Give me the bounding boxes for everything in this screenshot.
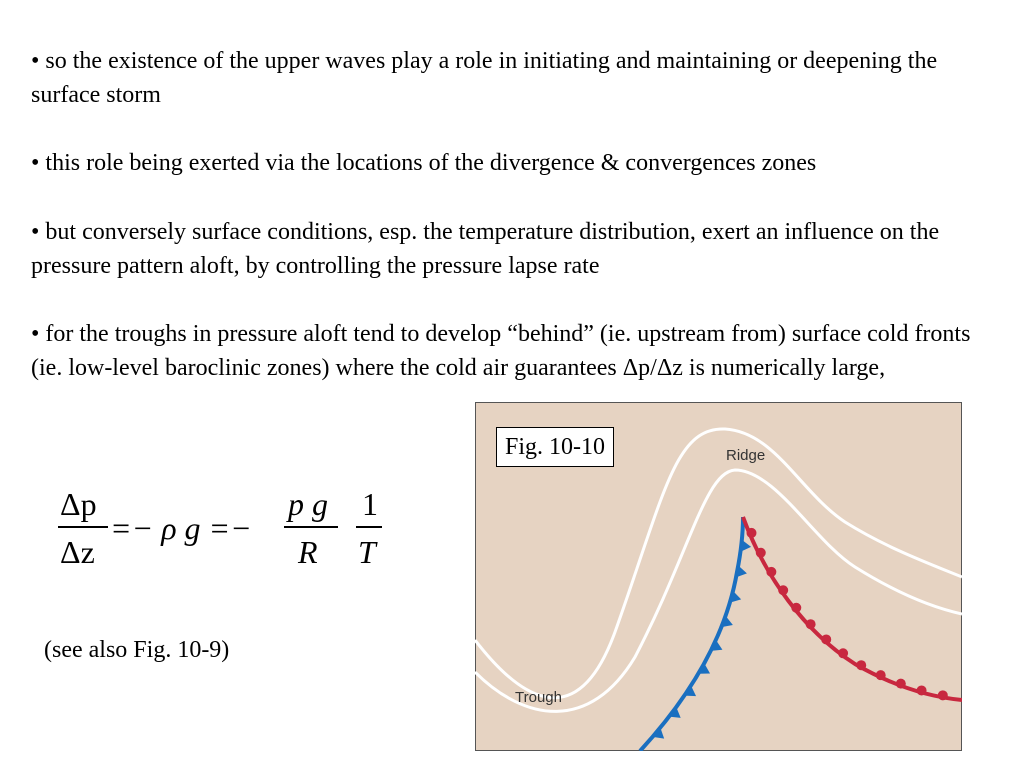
eq-frac1-denominator: R [298,534,318,570]
eq-frac2-denominator: T [358,534,376,570]
warm-front-semicircle [791,603,801,613]
warm-front-semicircle [746,528,756,538]
bullet-surface-conditions: • but conversely surface conditions, esp. the temperature distribution, exert an influence on the pressure pattern aloft, by controlling the pressure lapse rate [31,219,940,279]
pressure-lapse-equation [56,480,396,580]
warm-front-semicircle [766,567,776,577]
warm-front-semicircle [806,619,816,629]
eq-frac2-numerator: 1 [362,486,378,522]
warm-front-semicircle [778,585,788,595]
eq-frac1-numerator: p g [288,486,328,522]
eq-frac1-bar [284,526,338,528]
bullet-divergence-zones: • this role being exerted via the locations of the divergence & convergences zones [31,150,817,176]
warm-front-semicircle [756,548,766,558]
warm-front-semicircle [938,690,948,700]
warm-front-semicircle [896,679,906,689]
bullet-upper-waves: • so the existence of the upper waves play a role in initiating and maintaining or deepening the surface storm [31,48,938,108]
warm-front-semicircle [917,685,927,695]
eq-lhs-numerator: Δp [60,486,97,522]
warm-front-semicircle [838,648,848,658]
see-also-note: (see also Fig. 10-9) [44,637,230,663]
figure-ridge-trough-map [475,402,962,751]
ridge-label: Ridge [726,447,766,464]
bullet-troughs-aloft: • for the troughs in pressure aloft tend to develop “behind” (ie. upstream from) surface cold fronts (ie. low-level baroclinic zones) where the cold air guarantees Δp/Δz is numerically large, [31,321,971,381]
eq-lhs-denominator: Δz [60,534,95,570]
warm-front-semicircle [856,660,866,670]
trough-label: Trough [515,689,562,706]
eq-middle-terms: =− ρ g =− [110,510,252,546]
eq-lhs-bar [58,526,108,528]
warm-front-semicircle [821,634,831,644]
eq-frac2-bar [356,526,382,528]
figure-label: Fig. 10-10 [496,427,614,467]
warm-front-semicircle [876,670,886,680]
